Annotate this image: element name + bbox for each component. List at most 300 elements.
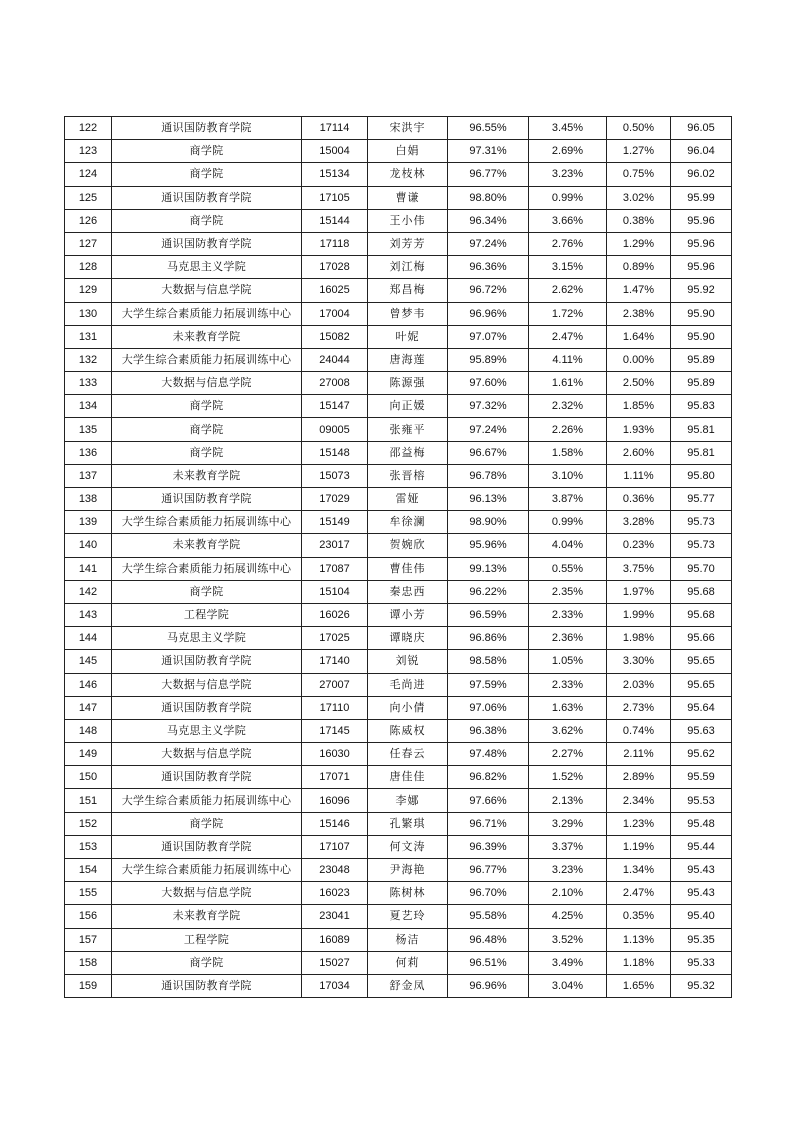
- percent-1-cell: 97.48%: [448, 743, 529, 766]
- percent-1-cell: 96.96%: [448, 302, 529, 325]
- table-row: [65, 882, 732, 905]
- staff-id-cell: 16025: [302, 279, 368, 302]
- percent-3-cell: 1.93%: [607, 418, 671, 441]
- department-cell: 通识国防教育学院: [112, 650, 302, 673]
- percent-2-cell: 3.04%: [529, 974, 607, 997]
- staff-id-cell: 09005: [302, 418, 368, 441]
- staff-id-cell: 15148: [302, 441, 368, 464]
- staff-id-cell: 15144: [302, 209, 368, 232]
- score-cell: 96.04: [671, 140, 732, 163]
- staff-id-cell: 15004: [302, 140, 368, 163]
- score-cell: 95.70: [671, 557, 732, 580]
- score-cell: 95.64: [671, 696, 732, 719]
- name-cell: 曾梦韦: [368, 302, 448, 325]
- department-cell: 通识国防教育学院: [112, 186, 302, 209]
- department-cell: 马克思主义学院: [112, 627, 302, 650]
- percent-3-cell: 1.11%: [607, 464, 671, 487]
- percent-2-cell: 2.13%: [529, 789, 607, 812]
- percent-3-cell: 0.50%: [607, 117, 671, 140]
- percent-3-cell: 0.36%: [607, 488, 671, 511]
- percent-1-cell: 95.96%: [448, 534, 529, 557]
- percent-3-cell: 1.65%: [607, 974, 671, 997]
- percent-1-cell: 97.24%: [448, 418, 529, 441]
- name-cell: 陈树林: [368, 882, 448, 905]
- table-row: [65, 743, 732, 766]
- score-cell: 95.33: [671, 951, 732, 974]
- percent-1-cell: 97.60%: [448, 372, 529, 395]
- table-row: [65, 974, 732, 997]
- staff-id-cell: 17140: [302, 650, 368, 673]
- staff-id-cell: 17145: [302, 719, 368, 742]
- department-cell: 通识国防教育学院: [112, 488, 302, 511]
- name-cell: 张晋榕: [368, 464, 448, 487]
- name-cell: 陈源强: [368, 372, 448, 395]
- percent-3-cell: 1.18%: [607, 951, 671, 974]
- percent-1-cell: 96.36%: [448, 256, 529, 279]
- percent-2-cell: 0.99%: [529, 186, 607, 209]
- department-cell: 商学院: [112, 441, 302, 464]
- rank-cell: 126: [65, 209, 112, 232]
- table-row: [65, 928, 732, 951]
- table-body: [65, 117, 732, 998]
- score-cell: 95.68: [671, 580, 732, 603]
- table-row: [65, 766, 732, 789]
- rank-cell: 143: [65, 603, 112, 626]
- percent-2-cell: 2.62%: [529, 279, 607, 302]
- score-cell: 95.63: [671, 719, 732, 742]
- table-row: [65, 117, 732, 140]
- score-cell: 95.83: [671, 395, 732, 418]
- table-row: [65, 557, 732, 580]
- percent-3-cell: 1.64%: [607, 325, 671, 348]
- percent-1-cell: 96.59%: [448, 603, 529, 626]
- percent-1-cell: 96.34%: [448, 209, 529, 232]
- percent-2-cell: 2.33%: [529, 603, 607, 626]
- percent-2-cell: 2.26%: [529, 418, 607, 441]
- percent-3-cell: 2.38%: [607, 302, 671, 325]
- percent-2-cell: 0.99%: [529, 511, 607, 534]
- percent-1-cell: 96.13%: [448, 488, 529, 511]
- table-row: [65, 209, 732, 232]
- percent-2-cell: 2.69%: [529, 140, 607, 163]
- department-cell: 大数据与信息学院: [112, 279, 302, 302]
- rank-cell: 125: [65, 186, 112, 209]
- percent-2-cell: 2.33%: [529, 673, 607, 696]
- rank-cell: 151: [65, 789, 112, 812]
- department-cell: 大学生综合素质能力拓展训练中心: [112, 789, 302, 812]
- staff-id-cell: 15146: [302, 812, 368, 835]
- percent-2-cell: 2.27%: [529, 743, 607, 766]
- percent-1-cell: 97.07%: [448, 325, 529, 348]
- percent-2-cell: 3.87%: [529, 488, 607, 511]
- percent-3-cell: 1.19%: [607, 835, 671, 858]
- rank-cell: 153: [65, 835, 112, 858]
- percent-3-cell: 1.47%: [607, 279, 671, 302]
- percent-2-cell: 4.04%: [529, 534, 607, 557]
- score-cell: 95.92: [671, 279, 732, 302]
- percent-3-cell: 0.35%: [607, 905, 671, 928]
- score-cell: 95.40: [671, 905, 732, 928]
- table-row: [65, 418, 732, 441]
- percent-2-cell: 3.37%: [529, 835, 607, 858]
- score-cell: 95.59: [671, 766, 732, 789]
- department-cell: 大数据与信息学院: [112, 673, 302, 696]
- percent-3-cell: 2.50%: [607, 372, 671, 395]
- percent-2-cell: 4.11%: [529, 348, 607, 371]
- department-cell: 商学院: [112, 418, 302, 441]
- name-cell: 尹海艳: [368, 859, 448, 882]
- percent-3-cell: 0.38%: [607, 209, 671, 232]
- name-cell: 曹佳伟: [368, 557, 448, 580]
- department-cell: 大学生综合素质能力拓展训练中心: [112, 557, 302, 580]
- score-cell: 95.65: [671, 650, 732, 673]
- percent-1-cell: 95.58%: [448, 905, 529, 928]
- percent-3-cell: 2.03%: [607, 673, 671, 696]
- table-row: [65, 186, 732, 209]
- table-row: [65, 232, 732, 255]
- rank-cell: 127: [65, 232, 112, 255]
- score-cell: 95.32: [671, 974, 732, 997]
- percent-2-cell: 3.23%: [529, 163, 607, 186]
- rank-cell: 138: [65, 488, 112, 511]
- rank-cell: 122: [65, 117, 112, 140]
- staff-id-cell: 17110: [302, 696, 368, 719]
- score-cell: 95.81: [671, 418, 732, 441]
- staff-id-cell: 16026: [302, 603, 368, 626]
- staff-id-cell: 15149: [302, 511, 368, 534]
- department-cell: 大数据与信息学院: [112, 882, 302, 905]
- name-cell: 孔繁琪: [368, 812, 448, 835]
- name-cell: 杨洁: [368, 928, 448, 951]
- percent-1-cell: 98.90%: [448, 511, 529, 534]
- percent-1-cell: 96.71%: [448, 812, 529, 835]
- table-row: [65, 348, 732, 371]
- rank-cell: 129: [65, 279, 112, 302]
- percent-2-cell: 4.25%: [529, 905, 607, 928]
- name-cell: 王小伟: [368, 209, 448, 232]
- staff-id-cell: 23048: [302, 859, 368, 882]
- rank-cell: 142: [65, 580, 112, 603]
- percent-2-cell: 2.47%: [529, 325, 607, 348]
- department-cell: 未来教育学院: [112, 464, 302, 487]
- name-cell: 龙枝林: [368, 163, 448, 186]
- name-cell: 牟徐澜: [368, 511, 448, 534]
- table-row: [65, 580, 732, 603]
- percent-2-cell: 3.15%: [529, 256, 607, 279]
- score-cell: 95.66: [671, 627, 732, 650]
- percent-1-cell: 96.72%: [448, 279, 529, 302]
- percent-3-cell: 2.11%: [607, 743, 671, 766]
- department-cell: 通识国防教育学院: [112, 974, 302, 997]
- staff-id-cell: 16030: [302, 743, 368, 766]
- percent-3-cell: 0.75%: [607, 163, 671, 186]
- staff-id-cell: 17029: [302, 488, 368, 511]
- department-cell: 未来教育学院: [112, 534, 302, 557]
- table-row: [65, 603, 732, 626]
- percent-2-cell: 2.36%: [529, 627, 607, 650]
- staff-id-cell: 17114: [302, 117, 368, 140]
- staff-id-cell: 17105: [302, 186, 368, 209]
- percent-1-cell: 96.77%: [448, 163, 529, 186]
- table-row: [65, 673, 732, 696]
- department-cell: 大学生综合素质能力拓展训练中心: [112, 511, 302, 534]
- name-cell: 秦忠西: [368, 580, 448, 603]
- department-cell: 未来教育学院: [112, 325, 302, 348]
- rank-cell: 148: [65, 719, 112, 742]
- name-cell: 郑昌梅: [368, 279, 448, 302]
- table-row: [65, 140, 732, 163]
- department-cell: 商学院: [112, 395, 302, 418]
- percent-2-cell: 3.66%: [529, 209, 607, 232]
- score-cell: 95.53: [671, 789, 732, 812]
- ranking-table: [64, 116, 732, 998]
- name-cell: 唐佳佳: [368, 766, 448, 789]
- name-cell: 陈威权: [368, 719, 448, 742]
- rank-cell: 158: [65, 951, 112, 974]
- score-cell: 95.35: [671, 928, 732, 951]
- name-cell: 何莉: [368, 951, 448, 974]
- name-cell: 向正媛: [368, 395, 448, 418]
- rank-cell: 135: [65, 418, 112, 441]
- staff-id-cell: 17087: [302, 557, 368, 580]
- name-cell: 李娜: [368, 789, 448, 812]
- percent-2-cell: 1.05%: [529, 650, 607, 673]
- staff-id-cell: 17107: [302, 835, 368, 858]
- percent-3-cell: 2.60%: [607, 441, 671, 464]
- score-cell: 95.68: [671, 603, 732, 626]
- name-cell: 曹谦: [368, 186, 448, 209]
- table-row: [65, 163, 732, 186]
- rank-cell: 141: [65, 557, 112, 580]
- rank-cell: 134: [65, 395, 112, 418]
- percent-2-cell: 1.63%: [529, 696, 607, 719]
- department-cell: 商学院: [112, 209, 302, 232]
- rank-cell: 155: [65, 882, 112, 905]
- rank-cell: 131: [65, 325, 112, 348]
- percent-1-cell: 98.58%: [448, 650, 529, 673]
- score-cell: 95.89: [671, 348, 732, 371]
- rank-cell: 137: [65, 464, 112, 487]
- percent-2-cell: 3.10%: [529, 464, 607, 487]
- staff-id-cell: 23017: [302, 534, 368, 557]
- percent-1-cell: 96.39%: [448, 835, 529, 858]
- department-cell: 大学生综合素质能力拓展训练中心: [112, 348, 302, 371]
- percent-1-cell: 96.48%: [448, 928, 529, 951]
- percent-3-cell: 2.73%: [607, 696, 671, 719]
- rank-cell: 154: [65, 859, 112, 882]
- rank-cell: 128: [65, 256, 112, 279]
- percent-1-cell: 96.55%: [448, 117, 529, 140]
- rank-cell: 149: [65, 743, 112, 766]
- department-cell: 未来教育学院: [112, 905, 302, 928]
- table-row: [65, 488, 732, 511]
- staff-id-cell: 16023: [302, 882, 368, 905]
- table-row: [65, 905, 732, 928]
- name-cell: 唐海莲: [368, 348, 448, 371]
- staff-id-cell: 15134: [302, 163, 368, 186]
- rank-cell: 133: [65, 372, 112, 395]
- staff-id-cell: 16096: [302, 789, 368, 812]
- staff-id-cell: 15147: [302, 395, 368, 418]
- percent-3-cell: 2.34%: [607, 789, 671, 812]
- percent-1-cell: 97.06%: [448, 696, 529, 719]
- table-row: [65, 650, 732, 673]
- percent-1-cell: 96.70%: [448, 882, 529, 905]
- score-cell: 95.48: [671, 812, 732, 835]
- name-cell: 白娟: [368, 140, 448, 163]
- rank-cell: 146: [65, 673, 112, 696]
- percent-3-cell: 0.74%: [607, 719, 671, 742]
- department-cell: 商学院: [112, 163, 302, 186]
- staff-id-cell: 17004: [302, 302, 368, 325]
- table-row: [65, 719, 732, 742]
- percent-1-cell: 96.86%: [448, 627, 529, 650]
- percent-1-cell: 96.22%: [448, 580, 529, 603]
- department-cell: 商学院: [112, 951, 302, 974]
- rank-cell: 136: [65, 441, 112, 464]
- name-cell: 毛尚进: [368, 673, 448, 696]
- staff-id-cell: 17071: [302, 766, 368, 789]
- rank-cell: 139: [65, 511, 112, 534]
- department-cell: 工程学院: [112, 603, 302, 626]
- percent-1-cell: 97.24%: [448, 232, 529, 255]
- name-cell: 谭小芳: [368, 603, 448, 626]
- table-row: [65, 627, 732, 650]
- staff-id-cell: 27007: [302, 673, 368, 696]
- staff-id-cell: 17028: [302, 256, 368, 279]
- rank-cell: 159: [65, 974, 112, 997]
- table-row: [65, 859, 732, 882]
- department-cell: 商学院: [112, 580, 302, 603]
- department-cell: 通识国防教育学院: [112, 835, 302, 858]
- percent-3-cell: 1.13%: [607, 928, 671, 951]
- percent-1-cell: 97.66%: [448, 789, 529, 812]
- rank-cell: 156: [65, 905, 112, 928]
- percent-1-cell: 96.51%: [448, 951, 529, 974]
- table-row: [65, 395, 732, 418]
- table-row: [65, 279, 732, 302]
- percent-2-cell: 3.23%: [529, 859, 607, 882]
- percent-3-cell: 0.89%: [607, 256, 671, 279]
- table-row: [65, 789, 732, 812]
- staff-id-cell: 15082: [302, 325, 368, 348]
- percent-2-cell: 1.61%: [529, 372, 607, 395]
- name-cell: 邵益梅: [368, 441, 448, 464]
- percent-3-cell: 1.99%: [607, 603, 671, 626]
- percent-2-cell: 2.76%: [529, 232, 607, 255]
- percent-2-cell: 3.62%: [529, 719, 607, 742]
- percent-1-cell: 97.31%: [448, 140, 529, 163]
- score-cell: 95.96: [671, 232, 732, 255]
- staff-id-cell: 17118: [302, 232, 368, 255]
- percent-2-cell: 2.35%: [529, 580, 607, 603]
- score-cell: 95.73: [671, 534, 732, 557]
- table-row: [65, 534, 732, 557]
- name-cell: 谭晓庆: [368, 627, 448, 650]
- staff-id-cell: 16089: [302, 928, 368, 951]
- percent-2-cell: 2.32%: [529, 395, 607, 418]
- percent-3-cell: 3.02%: [607, 186, 671, 209]
- table-row: [65, 696, 732, 719]
- percent-3-cell: 1.98%: [607, 627, 671, 650]
- name-cell: 刘江梅: [368, 256, 448, 279]
- percent-1-cell: 96.67%: [448, 441, 529, 464]
- percent-3-cell: 1.85%: [607, 395, 671, 418]
- score-cell: 95.62: [671, 743, 732, 766]
- percent-3-cell: 0.23%: [607, 534, 671, 557]
- table-row: [65, 441, 732, 464]
- department-cell: 大数据与信息学院: [112, 743, 302, 766]
- table-row: [65, 511, 732, 534]
- name-cell: 舒金凤: [368, 974, 448, 997]
- percent-3-cell: 1.97%: [607, 580, 671, 603]
- percent-1-cell: 96.82%: [448, 766, 529, 789]
- department-cell: 通识国防教育学院: [112, 766, 302, 789]
- name-cell: 刘锐: [368, 650, 448, 673]
- table-row: [65, 464, 732, 487]
- table-row: [65, 302, 732, 325]
- score-cell: 95.90: [671, 325, 732, 348]
- department-cell: 马克思主义学院: [112, 719, 302, 742]
- staff-id-cell: 15027: [302, 951, 368, 974]
- name-cell: 宋洪宇: [368, 117, 448, 140]
- staff-id-cell: 17025: [302, 627, 368, 650]
- percent-1-cell: 97.59%: [448, 673, 529, 696]
- name-cell: 叶妮: [368, 325, 448, 348]
- rank-cell: 152: [65, 812, 112, 835]
- rank-cell: 144: [65, 627, 112, 650]
- staff-id-cell: 15104: [302, 580, 368, 603]
- percent-3-cell: 2.47%: [607, 882, 671, 905]
- score-cell: 96.02: [671, 163, 732, 186]
- percent-1-cell: 96.96%: [448, 974, 529, 997]
- percent-3-cell: 1.27%: [607, 140, 671, 163]
- table-row: [65, 372, 732, 395]
- name-cell: 刘芳芳: [368, 232, 448, 255]
- percent-3-cell: 3.28%: [607, 511, 671, 534]
- score-cell: 95.44: [671, 835, 732, 858]
- department-cell: 商学院: [112, 140, 302, 163]
- score-cell: 95.96: [671, 209, 732, 232]
- name-cell: 何文涛: [368, 835, 448, 858]
- percent-3-cell: 1.34%: [607, 859, 671, 882]
- staff-id-cell: 23041: [302, 905, 368, 928]
- score-cell: 95.43: [671, 882, 732, 905]
- staff-id-cell: 17034: [302, 974, 368, 997]
- table-row: [65, 812, 732, 835]
- percent-2-cell: 3.45%: [529, 117, 607, 140]
- table-row: [65, 835, 732, 858]
- department-cell: 大学生综合素质能力拓展训练中心: [112, 302, 302, 325]
- score-cell: 95.89: [671, 372, 732, 395]
- department-cell: 商学院: [112, 812, 302, 835]
- table-row: [65, 325, 732, 348]
- name-cell: 任春云: [368, 743, 448, 766]
- department-cell: 工程学院: [112, 928, 302, 951]
- score-cell: 95.90: [671, 302, 732, 325]
- name-cell: 张雍平: [368, 418, 448, 441]
- department-cell: 通识国防教育学院: [112, 696, 302, 719]
- department-cell: 马克思主义学院: [112, 256, 302, 279]
- rank-cell: 130: [65, 302, 112, 325]
- name-cell: 贺婉欣: [368, 534, 448, 557]
- percent-2-cell: 2.10%: [529, 882, 607, 905]
- rank-cell: 123: [65, 140, 112, 163]
- percent-1-cell: 96.77%: [448, 859, 529, 882]
- percent-3-cell: 3.75%: [607, 557, 671, 580]
- department-cell: 大数据与信息学院: [112, 372, 302, 395]
- table-row: [65, 951, 732, 974]
